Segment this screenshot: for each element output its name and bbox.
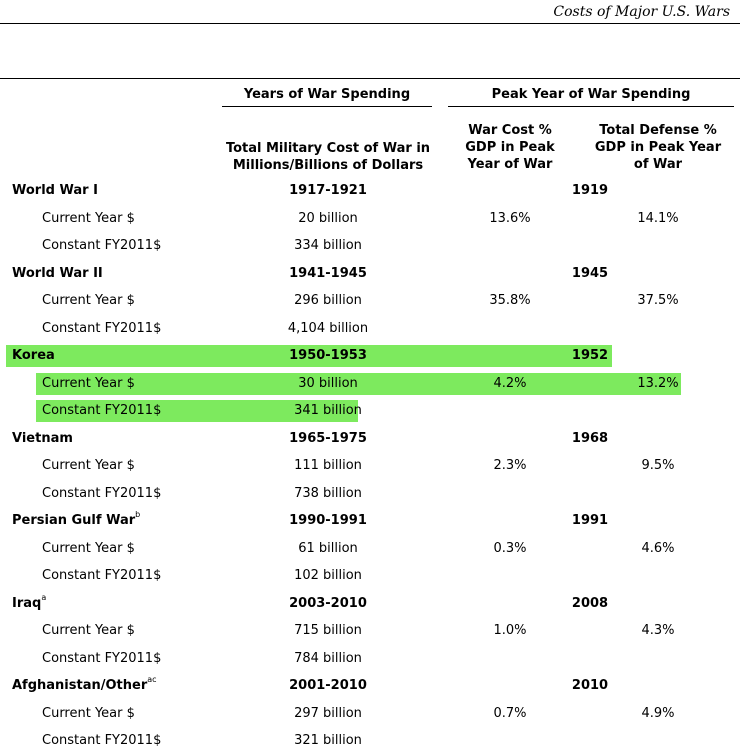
- current-year-label: Current Year $: [42, 623, 135, 638]
- current-year-row: [0, 703, 740, 729]
- constant-dollar-row: [0, 235, 740, 261]
- constant-dollar-row: [0, 318, 740, 344]
- constant-dollar-cost: 341 billion: [294, 403, 362, 418]
- constant-dollar-cost: 738 billion: [294, 485, 362, 501]
- footnote-marker: ac: [147, 675, 157, 684]
- defense-pct: 14.1%: [637, 210, 679, 226]
- war-name: [12, 675, 157, 697]
- constant-dollar-cost: 334 billion: [294, 238, 362, 253]
- defense-pct: 4.3%: [641, 623, 675, 638]
- years-group-header: Years of War Spending: [243, 87, 411, 102]
- war-name: [12, 510, 140, 532]
- constant-dollar-row: [0, 483, 740, 509]
- war-name-text: Vietnam: [12, 430, 73, 446]
- peak-year: 1919: [571, 183, 609, 198]
- war-row: [0, 263, 740, 289]
- war-row: [0, 180, 740, 206]
- peak-group-rule: [448, 106, 734, 107]
- war-name: [12, 263, 103, 285]
- constant-dollar-label: Constant FY2011$: [42, 485, 162, 501]
- table-top-rule: [0, 78, 740, 79]
- war-years: 1950-1953: [289, 348, 367, 363]
- defense-pct: 13.2%: [637, 375, 679, 391]
- current-year-label: Current Year $: [42, 458, 135, 473]
- defense-pct: 9.5%: [641, 458, 675, 473]
- war-cost-pct: 4.2%: [493, 375, 527, 391]
- war-row: [0, 428, 740, 454]
- defense-pct: 4.9%: [641, 705, 675, 721]
- current-year-cost: 20 billion: [298, 210, 358, 226]
- war-cost-pct: 0.3%: [493, 540, 527, 556]
- war-cost-pct: 2.3%: [493, 458, 527, 473]
- current-year-cost: 297 billion: [294, 705, 362, 721]
- war-cost-pct-column-header: War Cost % GDP in Peak Year of War: [465, 123, 555, 172]
- war-name-text: Korea: [12, 348, 55, 363]
- years-group-rule: [222, 106, 432, 107]
- war-name-text: World War I: [12, 183, 98, 198]
- current-year-row: [0, 455, 740, 481]
- war-years: 2003-2010: [289, 595, 367, 611]
- current-year-cost: 296 billion: [294, 293, 362, 308]
- war-name: [12, 345, 55, 367]
- constant-dollar-row: [0, 648, 740, 674]
- war-cost-pct: 13.6%: [489, 210, 531, 226]
- war-row: [0, 675, 740, 701]
- war-row: [0, 510, 740, 536]
- current-year-label: Current Year $: [42, 210, 135, 226]
- current-year-label: Current Year $: [42, 705, 135, 721]
- constant-dollar-label: Constant FY2011$: [42, 650, 162, 666]
- war-cost-pct: 35.8%: [489, 293, 531, 308]
- constant-dollar-label: Constant FY2011$: [42, 238, 162, 253]
- current-year-row: [0, 373, 740, 399]
- peak-year: 1968: [571, 430, 609, 446]
- constant-dollar-label: Constant FY2011$: [42, 320, 162, 336]
- current-year-row: [0, 208, 740, 234]
- war-name: [12, 180, 98, 202]
- current-year-row: [0, 290, 740, 316]
- war-years: 1941-1945: [289, 265, 367, 281]
- war-years: 1917-1921: [289, 183, 367, 198]
- current-year-row: [0, 538, 740, 564]
- defense-pct: 4.6%: [641, 540, 675, 556]
- constant-dollar-cost: 102 billion: [294, 568, 362, 583]
- current-year-label: Current Year $: [42, 375, 135, 391]
- constant-dollar-row: [0, 565, 740, 591]
- current-year-cost: 61 billion: [298, 540, 358, 556]
- peak-year: 2008: [571, 595, 609, 611]
- current-year-cost: 30 billion: [298, 375, 358, 391]
- war-cost-pct: 1.0%: [493, 623, 527, 638]
- war-years: 2001-2010: [289, 678, 367, 693]
- war-name-text: Iraq: [12, 595, 42, 611]
- constant-dollar-label: Constant FY2011$: [42, 403, 162, 418]
- header-rule: [0, 23, 740, 24]
- constant-dollar-cost: 321 billion: [294, 733, 362, 748]
- current-year-cost: 715 billion: [294, 623, 362, 638]
- war-years: 1990-1991: [289, 513, 367, 528]
- defense-pct-column-header: Total Defense % GDP in Peak Year of War: [594, 123, 722, 172]
- peak-year: 1991: [571, 513, 609, 528]
- current-year-label: Current Year $: [42, 293, 135, 308]
- current-year-label: Current Year $: [42, 540, 135, 556]
- constant-dollar-label: Constant FY2011$: [42, 568, 162, 583]
- war-row: [0, 345, 740, 371]
- war-name-text: Persian Gulf War: [12, 513, 136, 528]
- footnote-marker: a: [41, 592, 47, 602]
- war-name-text: World War II: [12, 265, 103, 281]
- constant-dollar-cost: 4,104 billion: [287, 320, 369, 336]
- current-year-cost: 111 billion: [294, 458, 362, 473]
- war-name: [12, 593, 46, 615]
- peak-year: 1945: [571, 265, 609, 281]
- running-head: Costs of Major U.S. Wars: [553, 4, 730, 20]
- footnote-marker: b: [135, 510, 141, 519]
- total-cost-column-header: Total Military Cost of War in Millions/Billions of Dollars: [225, 141, 431, 173]
- constant-dollar-row: [0, 400, 740, 426]
- war-cost-pct: 0.7%: [493, 705, 527, 721]
- current-year-row: [0, 620, 740, 646]
- constant-dollar-label: Constant FY2011$: [42, 733, 162, 748]
- war-years: 1965-1975: [289, 430, 367, 446]
- constant-dollar-row: [0, 730, 740, 756]
- defense-pct: 37.5%: [637, 293, 679, 308]
- war-name: [12, 428, 73, 450]
- peak-group-header: Peak Year of War Spending: [491, 87, 691, 102]
- peak-year: 1952: [571, 348, 609, 363]
- constant-dollar-cost: 784 billion: [294, 650, 362, 666]
- war-row: [0, 593, 740, 619]
- peak-year: 2010: [571, 678, 609, 693]
- war-name-text: Afghanistan/Other: [12, 678, 148, 693]
